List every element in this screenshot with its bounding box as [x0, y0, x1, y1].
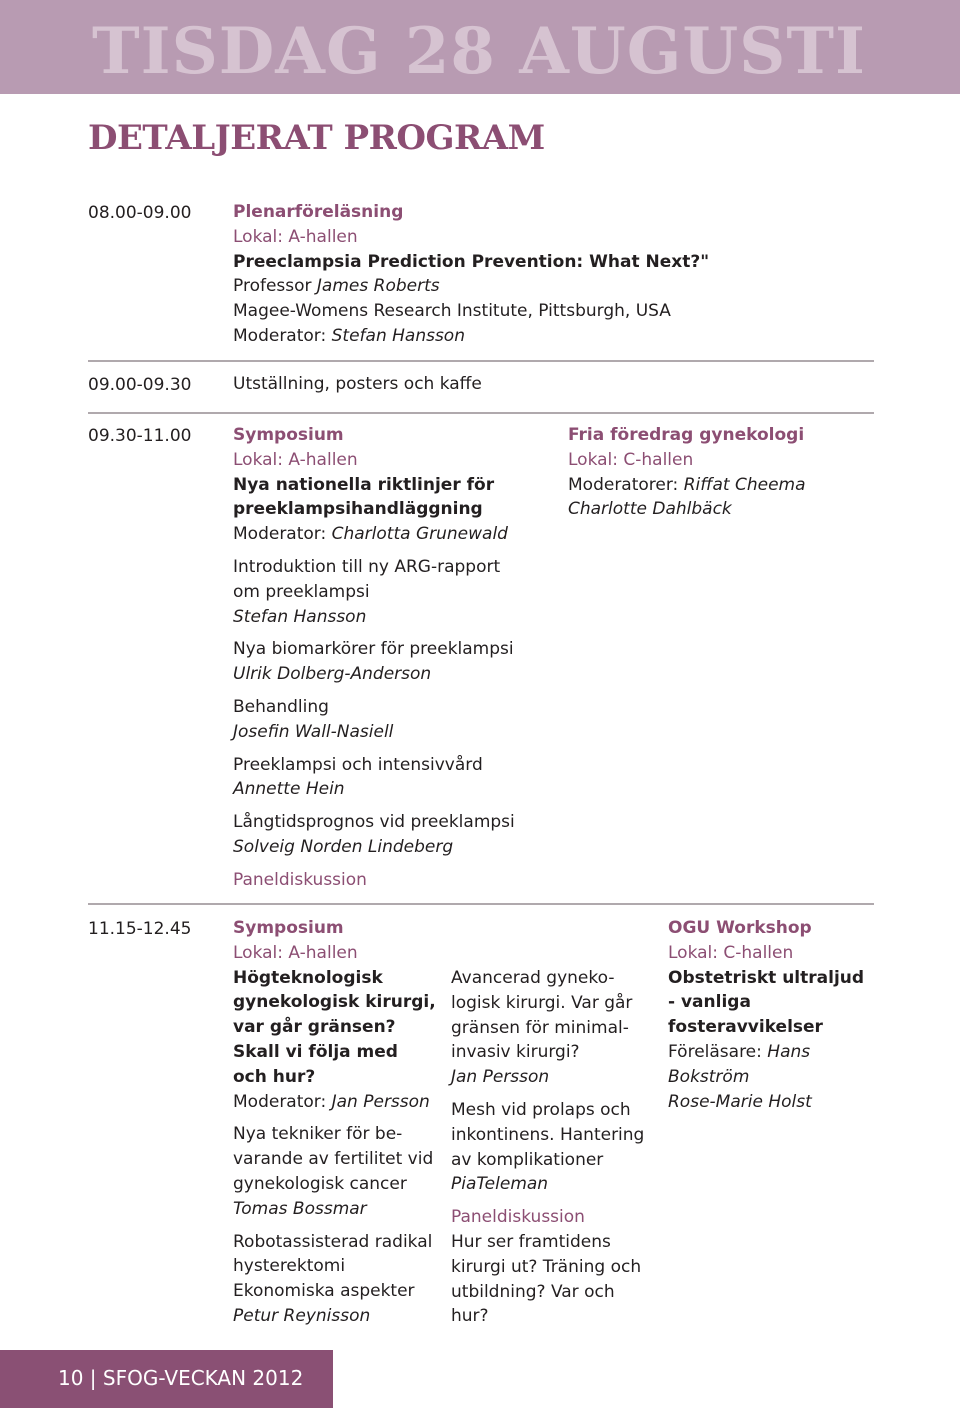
talk-title: hysterektomi: [233, 1256, 346, 1277]
moderator-prefix: Moderator:: [233, 1091, 332, 1112]
speaker-name: James Roberts: [316, 276, 440, 297]
speaker-line: [233, 274, 709, 299]
talk-title: Avancerad gyneko-: [451, 968, 615, 988]
symposium-topic: Högteknologisk: [233, 967, 383, 988]
header-banner: [0, 0, 960, 94]
talk-title: gynekologisk cancer: [233, 1173, 407, 1194]
talk-title: Långtidsprognos vid preeklampsi: [233, 812, 515, 833]
talk-title: Robotassisterad radikal: [233, 1231, 433, 1252]
session-title: OGU Workshop: [668, 918, 812, 938]
session-title: Symposium: [233, 918, 344, 938]
talk-speaker: Annette Hein: [233, 779, 345, 800]
moderator-prefix: Moderator:: [233, 524, 332, 545]
talk-title: Preeclampsia Prediction Prevention: What Next?": [233, 251, 710, 272]
talk-title: varande av fertilitet vid: [233, 1149, 434, 1170]
talk-title: Mesh vid prolaps och: [451, 1099, 631, 1120]
session-break: [233, 372, 482, 397]
moderator-name: Jan Persson: [331, 1091, 430, 1112]
lecturer-name: Rose-Marie Holst: [668, 1091, 812, 1112]
session-symposium-1: [233, 423, 515, 893]
panel-discussion: Paneldiskussion: [451, 1207, 585, 1228]
divider: [88, 412, 874, 414]
lecturer-name: Hans: [767, 1041, 811, 1062]
session-free-talks: [568, 423, 806, 522]
moderator-name: Charlotte Dahlbäck: [568, 499, 732, 520]
talk-title: inkontinens. Hantering: [451, 1124, 645, 1145]
session-symposium-2-talks: [451, 966, 644, 1329]
talk-title: om preeklampsi: [233, 581, 370, 602]
moderator-name: Charlotta Grunewald: [331, 524, 508, 545]
session-symposium-2: [233, 916, 436, 1329]
workshop-topic: - vanliga: [668, 992, 751, 1013]
talk-speaker: Josefin Wall-Nasiell: [233, 721, 394, 742]
speaker-institute: Magee-Womens Research Institute, Pittsburgh, USA: [233, 301, 671, 322]
moderator-line: [233, 324, 709, 349]
moderator-line: [233, 522, 515, 547]
session-location: Lokal: A-hallen: [233, 449, 358, 470]
symposium-topic: var går gränsen?: [233, 1017, 396, 1038]
talk-title: Ekonomiska aspekter: [233, 1281, 415, 1302]
symposium-topic: preeklampsihandläggning: [233, 499, 483, 520]
session-title: Symposium: [233, 425, 344, 445]
session-time: 11.15-12.45: [88, 919, 192, 939]
moderator-prefix: Moderatorer:: [568, 474, 684, 495]
session-time: 08.00-09.00: [88, 203, 192, 223]
talk-title: Preeklampsi och intensivvård: [233, 754, 483, 775]
footer-page-label: 10 | SFOG-VECKAN 2012: [58, 1366, 304, 1390]
moderator-prefix: Moderator:: [233, 325, 332, 346]
talk-speaker: Stefan Hansson: [233, 606, 367, 627]
divider: [88, 903, 874, 905]
talk-speaker: Petur Reynisson: [233, 1305, 371, 1326]
session-location: Lokal: A-hallen: [233, 226, 358, 247]
lecturer-prefix: Föreläsare:: [668, 1041, 768, 1062]
moderator-name: Stefan Hansson: [331, 325, 465, 346]
talk-title: Introduktion till ny ARG-rapport: [233, 556, 501, 577]
break-text: Utställning, posters och kaffe: [233, 374, 482, 394]
moderator-line: [568, 473, 806, 498]
session-location: Lokal: C-hallen: [668, 942, 794, 963]
panel-topic: kirurgi ut? Träning och: [451, 1256, 642, 1277]
talk-speaker: PiaTeleman: [451, 1174, 549, 1195]
panel-topic: utbildning? Var och: [451, 1281, 615, 1302]
talk-speaker: Jan Persson: [451, 1067, 550, 1088]
talk-speaker: Solveig Norden Lindeberg: [233, 836, 454, 857]
session-location: Lokal: C-hallen: [568, 449, 694, 470]
talk-title: Nya biomarkörer för preeklampsi: [233, 639, 514, 660]
lecturer-line: [668, 1040, 864, 1065]
talk-title: logisk kirurgi. Var går: [451, 992, 633, 1013]
symposium-topic: Skall vi följa med: [233, 1041, 398, 1062]
session-plenary: [233, 200, 709, 349]
talk-title: Nya tekniker för be-: [233, 1124, 403, 1145]
divider: [88, 360, 874, 362]
workshop-topic: fosteravvikelser: [668, 1017, 823, 1038]
session-time: 09.00-09.30: [88, 375, 192, 395]
speaker-prefix: Professor: [233, 276, 317, 297]
footer-bar: [0, 1350, 333, 1408]
session-workshop: [668, 916, 864, 1114]
moderator-line: [233, 1090, 436, 1115]
symposium-topic: och hur?: [233, 1066, 316, 1087]
talk-title: Behandling: [233, 696, 329, 717]
panel-topic: hur?: [451, 1306, 489, 1327]
talk-title: av komplikationer: [451, 1149, 604, 1170]
talk-speaker: Ulrik Dolberg-Anderson: [233, 664, 432, 685]
talk-title: gränsen för minimal-: [451, 1017, 629, 1038]
lecturer-name: Bokström: [668, 1066, 750, 1087]
talk-title: invasiv kirurgi?: [451, 1042, 580, 1063]
symposium-topic: gynekologisk kirurgi,: [233, 992, 436, 1013]
banner-title: TISDAG 28 AUGUSTI: [92, 14, 866, 89]
panel-discussion: Paneldiskussion: [233, 869, 367, 890]
panel-topic: Hur ser framtidens: [451, 1231, 611, 1252]
session-title: Fria föredrag gynekologi: [568, 425, 805, 445]
session-location: Lokal: A-hallen: [233, 942, 358, 963]
workshop-topic: Obstetriskt ultraljud: [668, 967, 865, 988]
page-subtitle: DETALJERAT PROGRAM: [88, 118, 545, 158]
session-time: 09.30-11.00: [88, 426, 192, 446]
moderator-name: Riffat Cheema: [683, 474, 806, 495]
session-title: Plenarföreläsning: [233, 202, 404, 222]
talk-speaker: Tomas Bossmar: [233, 1198, 367, 1219]
symposium-topic: Nya nationella riktlinjer för: [233, 474, 495, 495]
